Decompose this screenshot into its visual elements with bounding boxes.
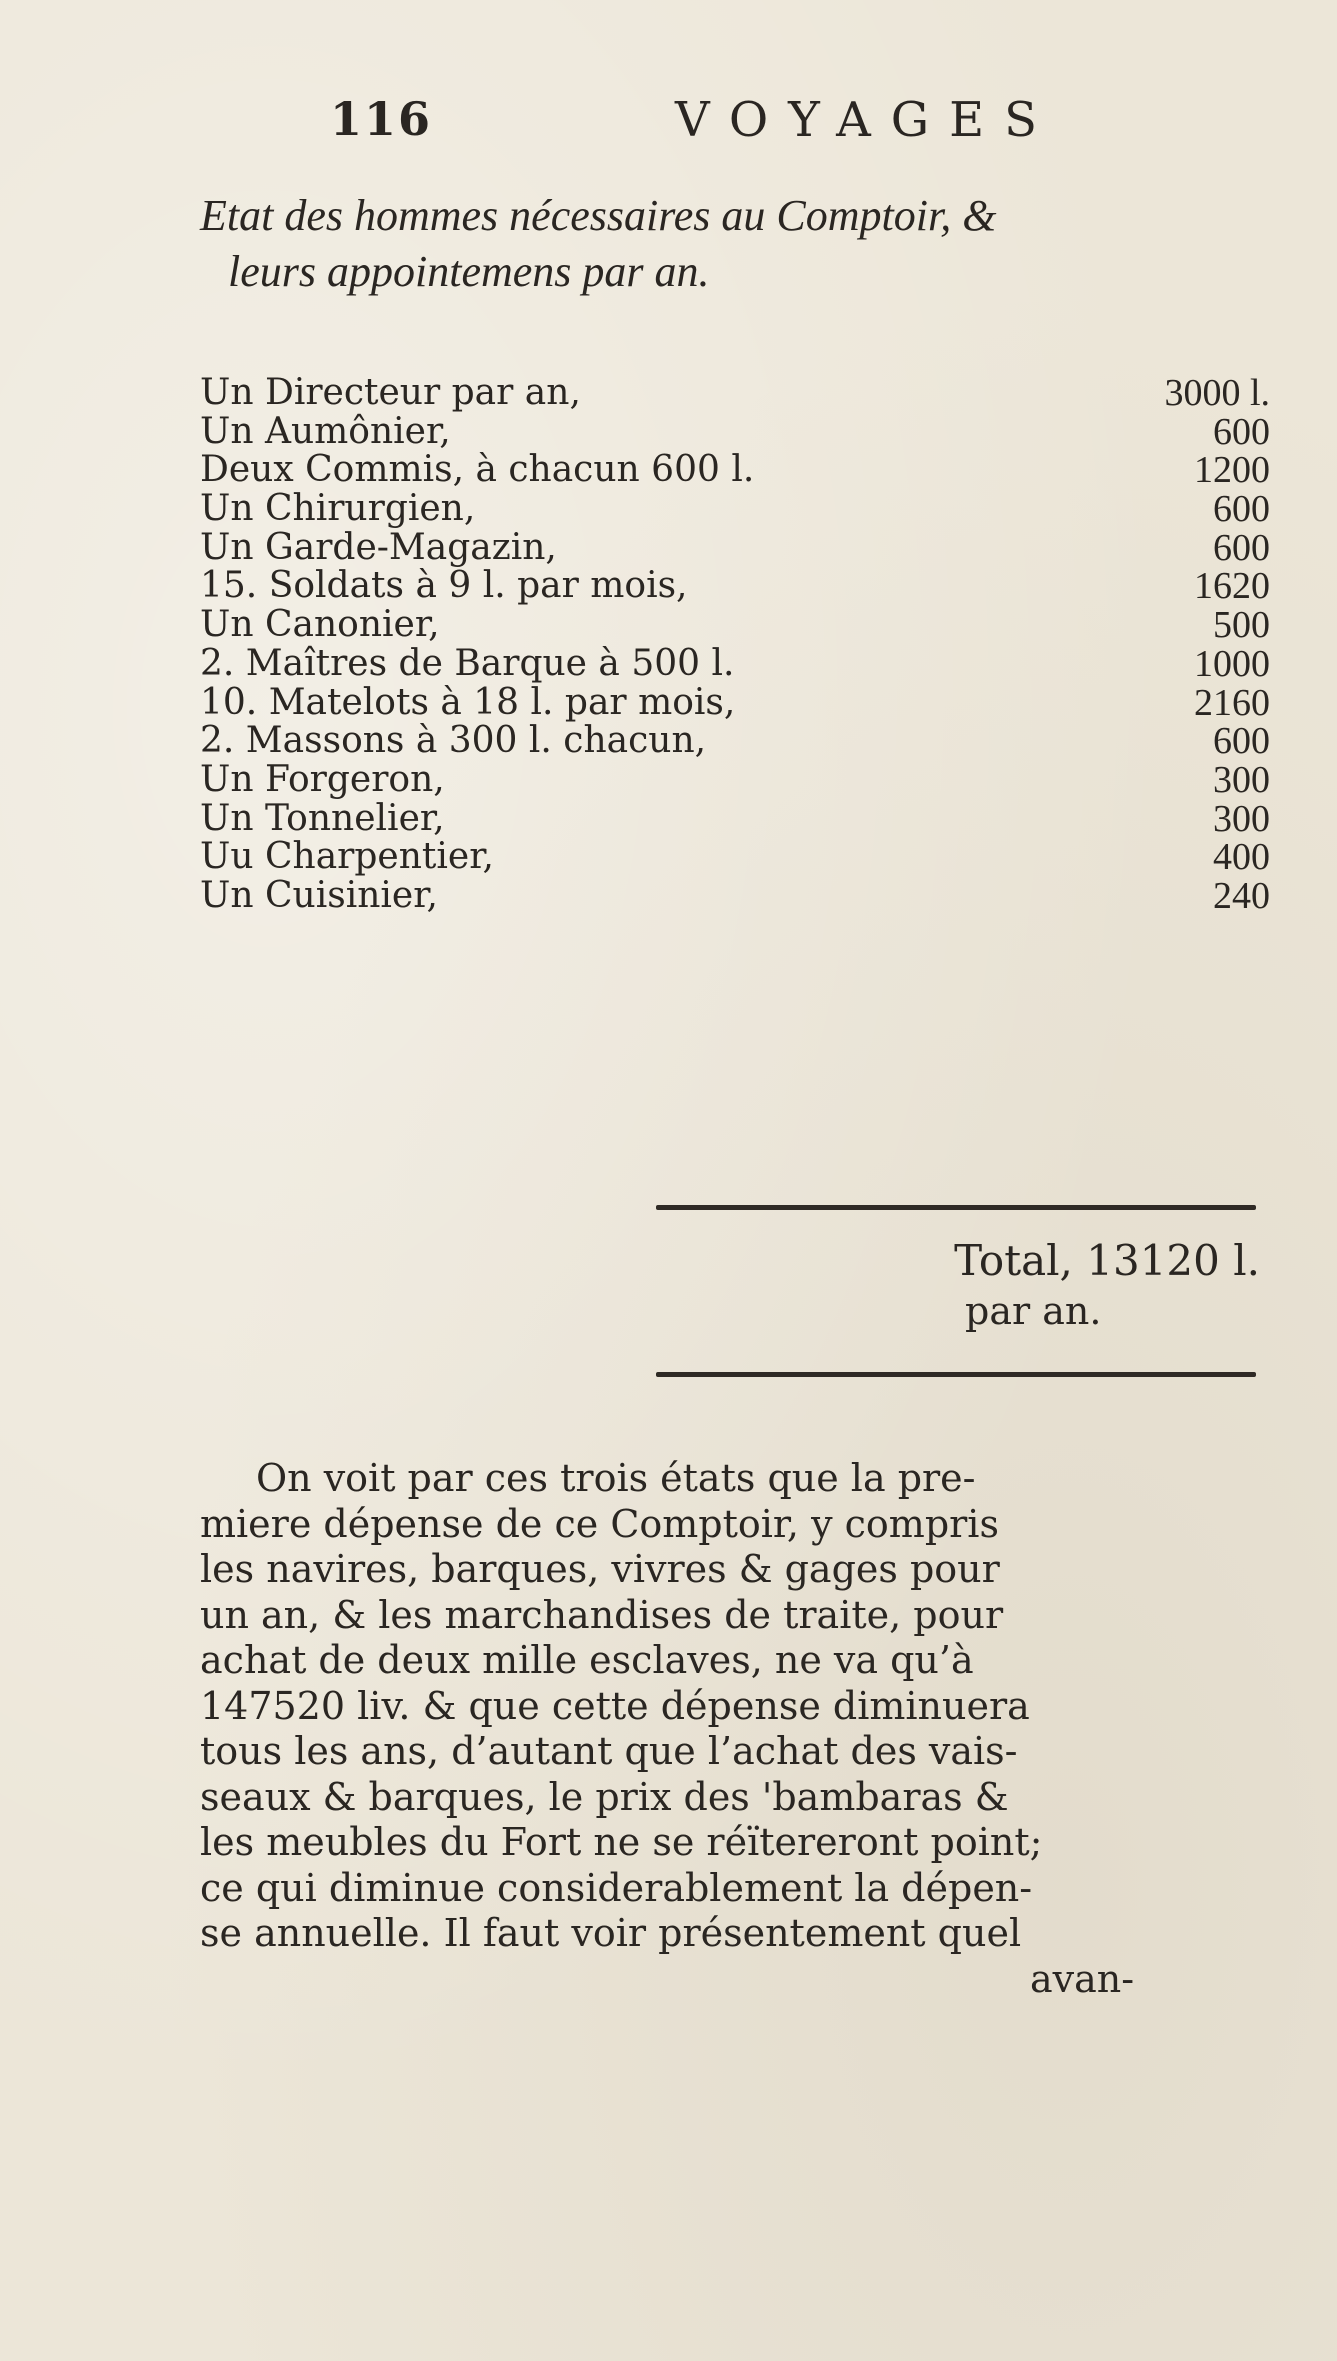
staff-row (200, 642, 1290, 685)
staff-role: 2. Massons à 300 l. chacun, (200, 720, 707, 762)
staff-amount: 3000 l. (1164, 372, 1270, 414)
staff-amount: 600 (1213, 526, 1270, 569)
staff-row (200, 606, 1290, 645)
body-paragraph (200, 1456, 1290, 2002)
staff-row (200, 838, 1290, 877)
staff-role: Un Chirurgien, (200, 488, 476, 530)
paragraph-line: On voit par ces trois états que la pre- (256, 1456, 976, 1500)
staff-role: Un Canonier, (200, 604, 440, 646)
total-unit: par an. (965, 1289, 1102, 1333)
staff-row (200, 874, 1290, 917)
total-rule-top (656, 1205, 1256, 1210)
catchword: avan- (1030, 1956, 1135, 2001)
staff-amount: 600 (1213, 488, 1270, 531)
paragraph-line: les meubles du Fort ne se réïtereront point; (200, 1820, 1043, 1864)
staff-row (200, 797, 1290, 840)
staff-role: Un Forgeron, (200, 758, 445, 800)
staff-amount: 2160 (1194, 681, 1270, 724)
staff-role: Un Tonnelier, (200, 797, 445, 839)
staff-row (200, 410, 1290, 453)
staff-role: Uu Charpentier, (200, 836, 494, 878)
staff-role: Un Garde-Magazin, (200, 526, 557, 568)
staff-row (200, 567, 1290, 606)
staff-row (200, 722, 1290, 761)
running-title: VOYAGES (675, 92, 1058, 148)
staff-row (200, 451, 1290, 490)
paragraph-line: seaux & barques, le prix des 'bambaras & (200, 1774, 1009, 1819)
total-amount: Total, 13120 l. (954, 1236, 1260, 1285)
staff-role: Un Cuisinier, (200, 874, 438, 916)
paragraph-line: un an, & les marchandises de traite, pour (200, 1592, 1004, 1637)
staff-amount: 300 (1213, 797, 1270, 840)
total-block (760, 1236, 1300, 1336)
staff-role: Un Directeur par an, (200, 372, 581, 413)
staff-amount: 600 (1213, 410, 1270, 453)
staff-row (200, 526, 1290, 569)
page-header (0, 92, 1337, 152)
staff-amount: 240 (1213, 874, 1270, 917)
staff-amount: 1200 (1194, 449, 1270, 492)
table-title-line-1: Etat des hommes nécessaires au Comptoir, & (200, 191, 997, 240)
staff-row (200, 490, 1290, 529)
paragraph-line: ce qui diminue considerablement la dépen- (200, 1865, 1033, 1910)
staff-amount: 600 (1213, 720, 1270, 763)
table-title (200, 188, 1290, 300)
paragraph-line: miere dépense de ce Comptoir, y compris (200, 1501, 999, 1546)
staff-amount: 1620 (1194, 565, 1270, 608)
staff-amount: 1000 (1194, 642, 1270, 685)
staff-role: 2. Maîtres de Barque à 500 l. (200, 642, 735, 684)
staff-row (200, 681, 1290, 724)
staff-row (200, 758, 1290, 801)
paragraph-line: achat de deux mille esclaves, ne va qu’à (200, 1638, 974, 1682)
paragraph-line: se annuelle. Il faut voir présentement quel (200, 1911, 1022, 1955)
staff-role: 15. Soldats à 9 l. par mois, (200, 565, 688, 607)
staff-amount: 400 (1213, 836, 1270, 879)
page-number: 116 (330, 92, 433, 146)
staff-amount: 500 (1213, 604, 1270, 647)
paragraph-line: les navires, barques, vivres & gages pour (200, 1547, 1000, 1591)
table-title-line-2: leurs appointemens par an. (228, 247, 710, 296)
total-rule-bottom (656, 1372, 1256, 1377)
staff-role: Deux Commis, à chacun 600 l. (200, 449, 755, 491)
paragraph-line: tous les ans, d’autant que l’achat des vais- (200, 1729, 1018, 1773)
staff-role: Un Aumônier, (200, 410, 451, 452)
staff-salary-list (200, 374, 1290, 916)
staff-amount: 300 (1213, 758, 1270, 801)
paragraph-line: 147520 liv. & que cette dépense diminuera (200, 1683, 1030, 1728)
staff-role: 10. Matelots à 18 l. par mois, (200, 681, 736, 723)
staff-row (200, 374, 1290, 413)
